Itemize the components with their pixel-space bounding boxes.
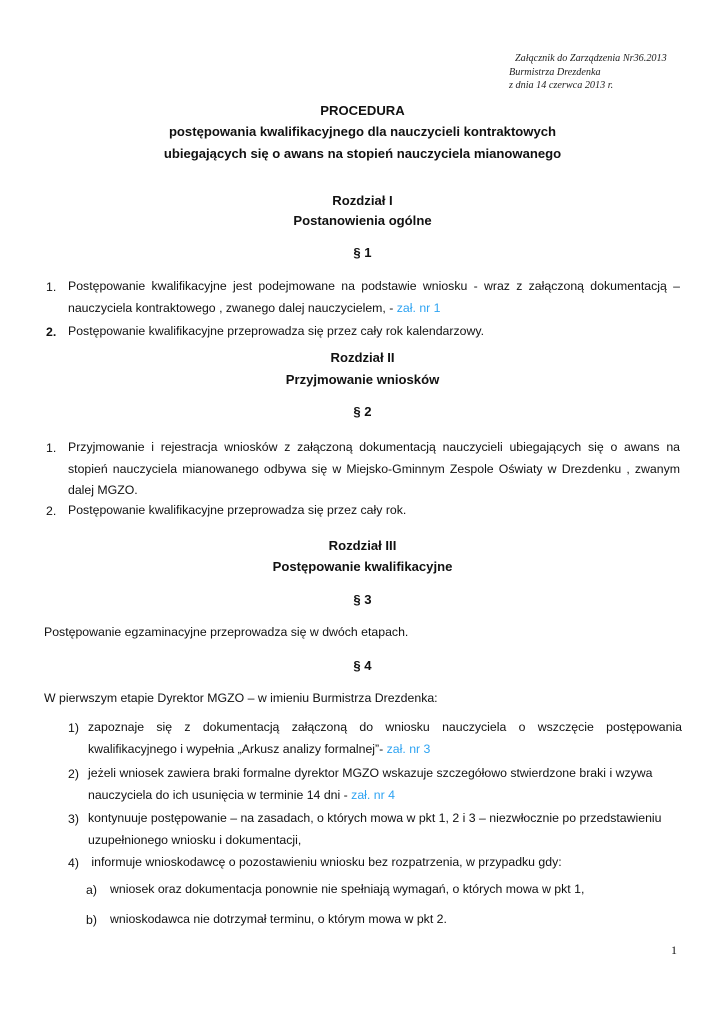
list-number: 2. — [46, 325, 57, 339]
sublist-item: wniosek oraz dokumentacja ponownie nie spełniają wymagań, o których mowa w pkt 1, — [110, 882, 585, 896]
doc-title-line-3: ubiegających się o awans na stopień nauczyciela mianowanego — [163, 146, 562, 161]
sublist-letter: a) — [86, 883, 97, 897]
list-number: 3) — [68, 812, 79, 826]
section-1-mark: § 1 — [353, 245, 372, 260]
list-number: 1. — [46, 280, 57, 294]
section-3-mark: § 3 — [353, 592, 372, 607]
list-item — [68, 276, 680, 319]
list-item: Postępowanie kwalifikacyjne przeprowadza się przez cały rok kalendarzowy. — [68, 324, 485, 338]
list-number: 2) — [68, 767, 79, 781]
list-number: 4) — [68, 856, 79, 870]
chapter-3-subheading: Postępowanie kwalifikacyjne — [272, 559, 453, 574]
chapter-2-subheading: Przyjmowanie wniosków — [285, 372, 440, 387]
page-number: 1 — [671, 943, 677, 957]
section-4-mark: § 4 — [353, 658, 372, 673]
sublist-letter: b) — [86, 913, 97, 927]
attachment-header — [509, 52, 709, 93]
list-item-text: jeżeli wniosek zawiera braki formalne dyrektor MGZO wskazuje szczegółowo stwierdzone braki i wzywa nauczyciela do ich usunięcia w terminie 14 dni - — [88, 766, 653, 802]
sublist-item: wnioskodawca nie dotrzymał terminu, o którym mowa w pkt 2. — [110, 912, 447, 926]
chapter-2-heading: Rozdział II — [330, 350, 395, 365]
list-number: 1) — [68, 721, 79, 735]
section-4-intro: W pierwszym etapie Dyrektor MGZO – w imieniu Burmistrza Drezdenka: — [44, 691, 438, 705]
list-item — [88, 717, 682, 760]
chapter-1-subheading: Postanowienia ogólne — [293, 213, 432, 228]
list-item: Postępowanie kwalifikacyjne przeprowadza się przez cały rok. — [68, 503, 407, 517]
doc-title-line-2: postępowania kwalifikacyjnego dla nauczycieli kontraktowych — [168, 124, 557, 139]
section-2-mark: § 2 — [353, 404, 372, 419]
attachment-link[interactable]: zał. nr 3 — [386, 741, 431, 756]
list-number: 2. — [46, 504, 57, 518]
list-item-text: zapoznaje się z dokumentacją załączoną do wniosku nauczyciela o wszczęcie postępowania kwalifikacyjnego i wypełnia „Arkusz analizy formalnej”- — [88, 720, 682, 756]
chapter-1-heading: Rozdział I — [332, 193, 393, 208]
attachment-link[interactable]: zał. nr 1 — [396, 300, 441, 315]
chapter-3-heading: Rozdział III — [328, 538, 397, 553]
header-line-3: z dnia 14 czerwca 2013 r. — [509, 80, 614, 91]
doc-title: PROCEDURA — [320, 103, 405, 118]
list-item-text: Postępowanie kwalifikacyjne jest podejmowane na podstawie wniosku - wraz z załączoną dokumentacją – nauczyciela kontraktowego , zwanego dalej nauczycielem, - — [68, 279, 680, 315]
list-item: Przyjmowanie i rejestracja wniosków z załączoną dokumentacją nauczycieli ubiegających się o awans na stopień nauczyciela mianowanego odbywa się w Miejsko-Gminnym Zespole Oświaty w Drezdenku , zwanym dalej MGZO. — [68, 440, 680, 497]
header-line-1: Załącznik do Zarządzenia Nr36.2013 — [515, 53, 667, 64]
section-3-paragraph: Postępowanie egzaminacyjne przeprowadza się w dwóch etapach. — [44, 625, 409, 639]
list-item: informuje wnioskodawcę o pozostawieniu wniosku bez rozpatrzenia, w przypadku gdy: — [88, 855, 562, 869]
header-line-2: Burmistrza Drezdenka — [509, 66, 601, 78]
list-item: kontynuuje postępowanie – na zasadach, o których mowa w pkt 1, 2 i 3 – niezwłocznie po przedstawieniu uzupełnionego wniosku i dokumentacji, — [88, 811, 662, 847]
attachment-link[interactable]: zał. nr 4 — [351, 787, 395, 802]
list-item — [88, 763, 682, 806]
list-number: 1. — [46, 441, 57, 455]
